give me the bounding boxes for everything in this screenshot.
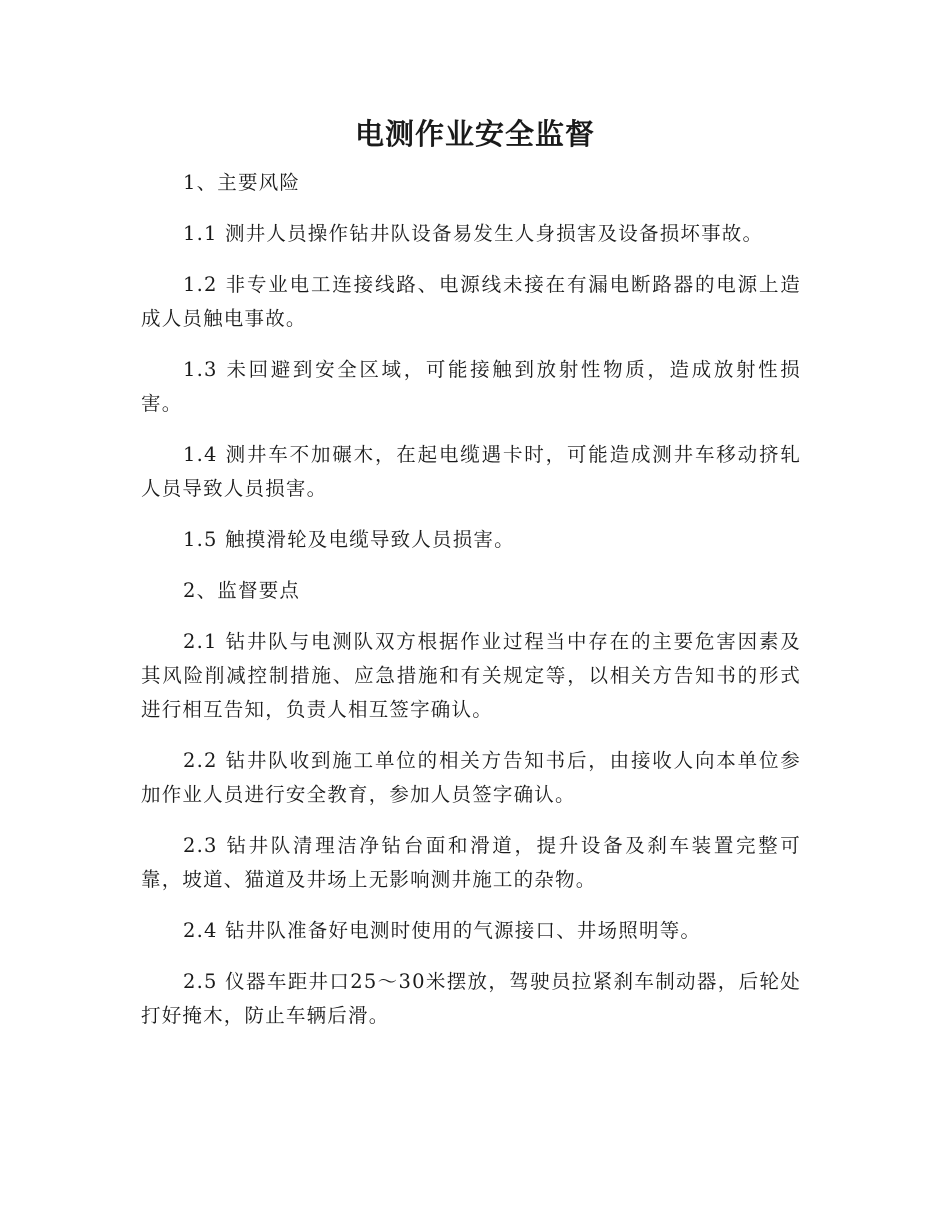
paragraph-1-4: 1.4 测井车不加碾木，在起电缆遇卡时，可能造成测井车移动挤轧人员导致人员损害。 [141, 443, 801, 500]
paragraph-section-1-heading: 1、主要风险 [183, 171, 301, 194]
document-title: 电测作业安全监督 [354, 117, 595, 151]
paragraph-section-2-heading: 2、监督要点 [183, 579, 301, 602]
document-body [141, 166, 801, 1050]
paragraph-1-2: 1.2 非专业电工连接线路、电源线未接在有漏电断路器的电源上造成人员触电事故。 [141, 273, 801, 330]
paragraph-2-3: 2.3 钻井队清理洁净钻台面和滑道，提升设备及刹车装置完整可靠，坡道、猫道及井场上无影响测井施工的杂物。 [141, 834, 801, 891]
paragraph-2-2: 2.2 钻井队收到施工单位的相关方告知书后，由接收人向本单位参加作业人员进行安全教育，参加人员签字确认。 [141, 749, 801, 806]
paragraph-2-1: 2.1 钻井队与电测队双方根据作业过程当中存在的主要危害因素及其风险削减控制措施、应急措施和有关规定等，以相关方告知书的形式进行相互告知，负责人相互签字确认。 [141, 630, 801, 721]
paragraph-1-3: 1.3 未回避到安全区域，可能接触到放射性物质，造成放射性损害。 [141, 358, 801, 415]
paragraph-2-5: 2.5 仪器车距井口25～30米摆放，驾驶员拉紧刹车制动器，后轮处打好掩木，防止车辆后滑。 [141, 970, 801, 1027]
paragraph-2-4: 2.4 钻井队准备好电测时使用的气源接口、井场照明等。 [183, 919, 702, 942]
paragraph-1-1: 1.1 测井人员操作钻井队设备易发生人身损害及设备损坏事故。 [183, 222, 764, 245]
paragraph-1-5: 1.5 触摸滑轮及电缆导致人员损害。 [183, 528, 515, 551]
